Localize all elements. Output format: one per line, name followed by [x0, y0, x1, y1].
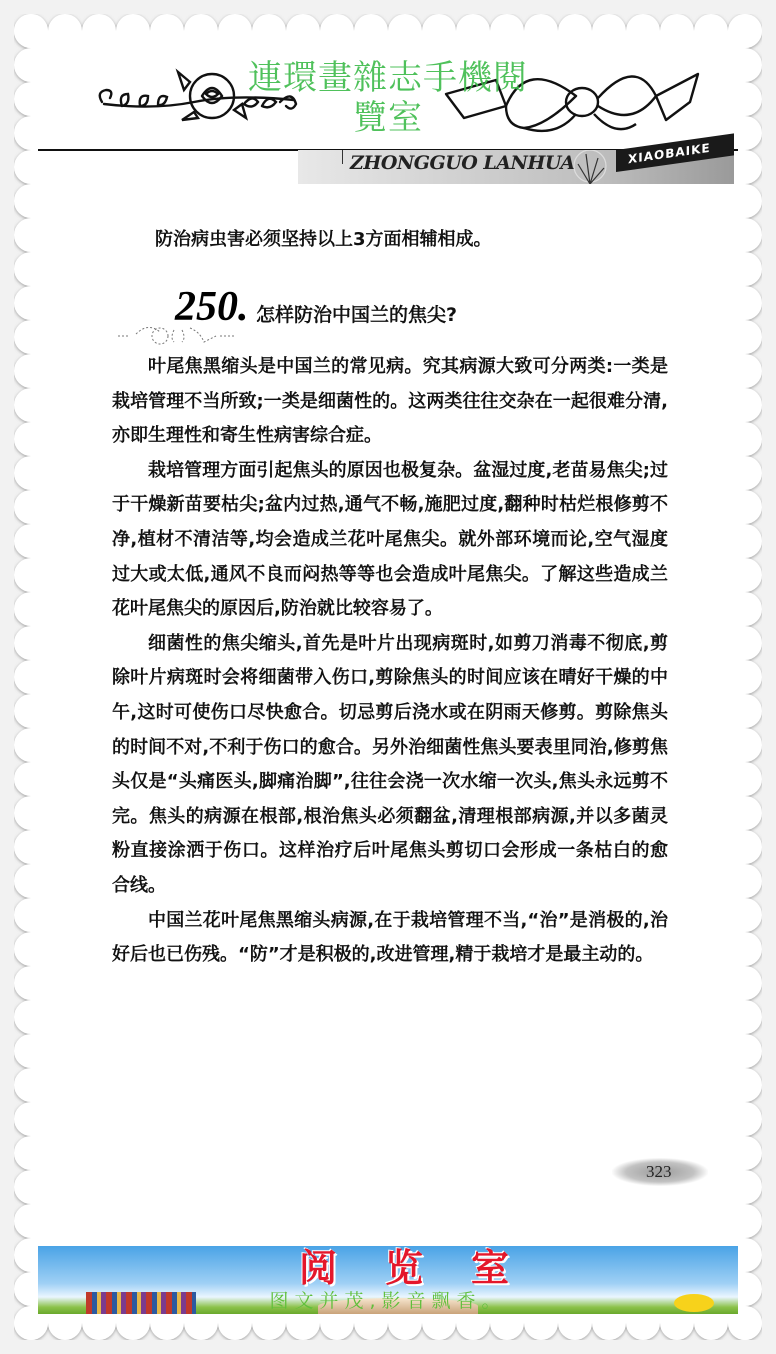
flourish-ornament-icon [116, 322, 256, 346]
paragraph-3: 细菌性的焦尖缩头,首先是叶片出现病斑时,如剪刀消毒不彻底,剪除叶片病斑时会将细菌带入伤口,剪除焦头的时间应该在晴好干燥的中午,这时可使伤口尽快愈合。切忌剪后浇水或在阴雨天修剪。剪除焦头的时间不对,不利于伤口的愈合。另外治细菌性焦头要表里同治,修剪焦头仅是“头痛医头,脚痛治脚”,往往会浇一次水缩一次头,焦头永远剪不完。焦头的病源在根部,根治焦头必须翻盆,清理根部病源,并以多菌灵粉直接涂洒于伤口。这样治疗后叶尾焦头剪切口会形成一条枯白的愈合线。 [112, 632, 668, 896]
banner-subtitle: 图文并茂,影音飘香。 [269, 1290, 507, 1312]
header-title-line2: 覽室 [353, 98, 423, 138]
question-number: 250. [175, 284, 249, 330]
page-number-badge [612, 1158, 708, 1186]
series-badge-label: XIAOBAIKE [628, 140, 711, 167]
running-head [298, 140, 734, 184]
paragraph-2: 栽培管理方面引起焦头的原因也极复杂。盆湿过度,老苗易焦尖;过于干燥新苗要枯尖;盆内过热,通气不畅,施肥过度,翻种时枯烂根修剪不净,植材不清洁等,均会造成兰花叶尾焦尖。就外部环境而论,空气湿度过大或太低,通风不良而闷热等等也会造成叶尾焦尖。了解这些造成兰花叶尾焦尖的原因后,防治就比较容易了。 [112, 459, 668, 620]
running-head-tick [342, 150, 343, 164]
paragraph-4: 中国兰花叶尾焦黑缩头病源,在于栽培管理不当,“治”是消极的,治好后也已伤残。“防”才是积极的,改进管理,精于栽培才是最主动的。 [112, 909, 668, 966]
header [38, 38, 738, 150]
page-number: 323 [646, 1162, 672, 1181]
question-title: 怎样防治中国兰的焦尖? [256, 304, 458, 326]
paragraph-1: 叶尾焦黑缩头是中国兰的常见病。究其病源大致可分两类:一类是栽培管理不当所致;一类是细菌性的。这两类往往交杂在一起很难分清,亦即生理性和寄生性病害综合症。 [112, 356, 668, 447]
banner-title: 阅览室 [298, 1246, 557, 1290]
reading-room-banner[interactable] [38, 1246, 738, 1314]
header-title-line1: 連環畫雜志手機閱 [248, 58, 528, 98]
article-body [112, 350, 668, 973]
orchid-plant-icon [568, 150, 612, 184]
lead-sentence: 防治病虫害必须坚持以上3方面相辅相成。 [155, 229, 492, 250]
running-head-title: ZHONGGUO LANHUA [350, 152, 575, 174]
